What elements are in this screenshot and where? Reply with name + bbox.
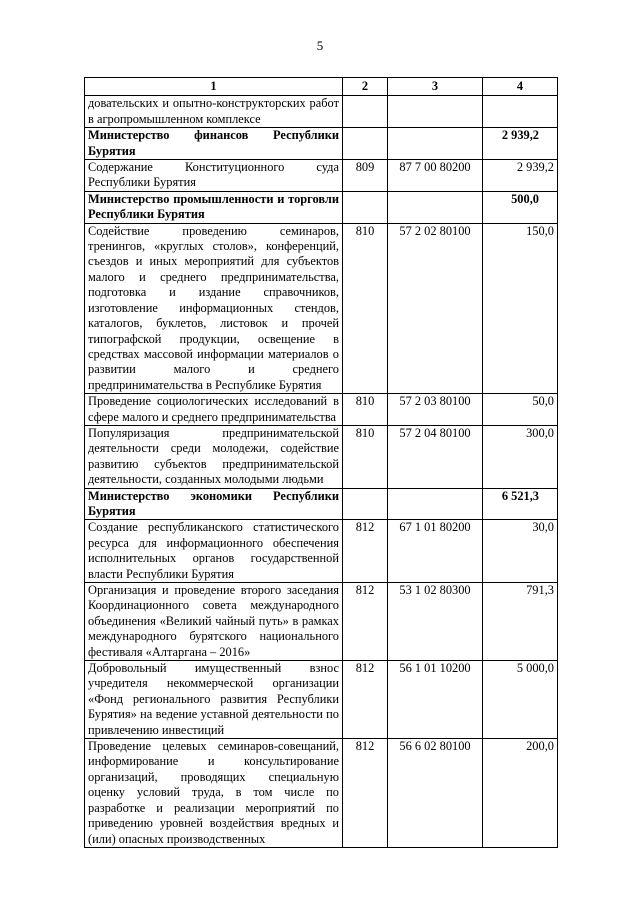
row-code-cell (343, 191, 388, 223)
table-row (85, 425, 558, 488)
row-amount-cell: 300,0 (483, 425, 558, 488)
row-code-cell (343, 488, 388, 520)
row-amount-cell: 2 939,2 (483, 128, 558, 160)
row-kcsr-cell (388, 128, 483, 160)
row-name-cell: Добровольный имущественный взнос учредителя некоммерческой организации «Фонд регионального развития Республики Бурятия» на ведение уставной деятельности по привлечению инвестиций (85, 661, 343, 739)
row-kcsr-cell: 57 2 02 80100 (388, 223, 483, 393)
row-kcsr-cell: 67 1 01 80200 (388, 520, 483, 583)
row-code-cell: 812 (343, 739, 388, 848)
row-amount-cell: 150,0 (483, 223, 558, 393)
budget-table (84, 77, 558, 848)
row-name-cell: Популяризация предпринимательской деятельности среди молодежи, содействие развитию субъектов предпринимательской деятельности, созданных молодыми людьми (85, 425, 343, 488)
table-row (85, 520, 558, 583)
row-name-cell: Организация и проведение второго заседания Координационного совета международного объединения «Великий чайный путь» в рамках международного бурятского национального фестиваля «Алтаргана – 2016» (85, 583, 343, 661)
row-name-cell: Министерство экономики Республики Бурятия (85, 488, 343, 520)
row-amount-cell: 30,0 (483, 520, 558, 583)
row-name-cell: Содействие проведению семинаров, тренингов, «круглых столов», конференций, съездов и иных мероприятий для субъектов малого и среднего предпринимательства, подготовка и издание справочников, изготовление информационных стендов, каталогов, буклетов, листовок и прочей типографской продукции, освещение в средствах массовой информации материалов о развитии малого и среднего предпринимательства в Республике Бурятия (85, 223, 343, 393)
row-name-cell: Создание республиканского статистического ресурса для информационного обеспечения исполнительных органов государственной власти Республики Бурятия (85, 520, 343, 583)
page-number: 5 (316, 38, 324, 53)
row-amount-cell: 2 939,2 (483, 160, 558, 192)
row-kcsr-cell: 87 7 00 80200 (388, 160, 483, 192)
row-kcsr-cell (388, 488, 483, 520)
row-code-cell: 810 (343, 425, 388, 488)
table-row (85, 739, 558, 848)
row-amount-cell: 791,3 (483, 583, 558, 661)
row-amount-cell: 500,0 (483, 191, 558, 223)
row-name-cell: Министерство промышленности и торговли Республики Бурятия (85, 191, 343, 223)
table-row (85, 583, 558, 661)
row-amount-cell: 50,0 (483, 394, 558, 426)
row-code-cell: 810 (343, 223, 388, 393)
row-amount-cell: 200,0 (483, 739, 558, 848)
row-kcsr-cell: 56 1 01 10200 (388, 661, 483, 739)
row-name-cell: Проведение целевых семинаров-совещаний, информирование и консультирование организаций, проводящих специальную оценку условий труда, в том числе по разработке и реализации мероприятий по приведению уровней воздействия вредных и (или) опасных производственных (85, 739, 343, 848)
table-row (85, 223, 558, 393)
row-code-cell: 812 (343, 583, 388, 661)
ministry-row (85, 488, 558, 520)
row-kcsr-cell: 57 2 04 80100 (388, 425, 483, 488)
column-header-name: 1 (85, 78, 343, 96)
column-header-amount: 4 (483, 78, 558, 96)
row-code-cell: 812 (343, 520, 388, 583)
row-name-cell: Министерство финансов Республики Бурятия (85, 128, 343, 160)
column-header-kcsr: 3 (388, 78, 483, 96)
row-name-cell: Проведение социологических исследований в сфере малого и среднего предпринимательства (85, 394, 343, 426)
row-name-cell: довательских и опытно-конструкторских работ в агропромышленном комплексе (85, 96, 343, 128)
row-name-cell: Содержание Конституционного суда Республики Бурятия (85, 160, 343, 192)
table-row (85, 160, 558, 192)
row-code-cell: 812 (343, 661, 388, 739)
row-kcsr-cell (388, 191, 483, 223)
column-header-code: 2 (343, 78, 388, 96)
row-kcsr-cell: 56 6 02 80100 (388, 739, 483, 848)
table-row (85, 661, 558, 739)
row-kcsr-cell: 57 2 03 80100 (388, 394, 483, 426)
row-code-cell (343, 96, 388, 128)
row-code-cell (343, 128, 388, 160)
table-row (85, 96, 558, 128)
row-code-cell: 809 (343, 160, 388, 192)
ministry-row (85, 128, 558, 160)
row-code-cell: 810 (343, 394, 388, 426)
header-row (85, 78, 558, 96)
table-body (85, 96, 558, 848)
table-row (85, 394, 558, 426)
row-kcsr-cell (388, 96, 483, 128)
row-kcsr-cell: 53 1 02 80300 (388, 583, 483, 661)
table-header (85, 78, 558, 96)
ministry-row (85, 191, 558, 223)
row-amount-cell: 5 000,0 (483, 661, 558, 739)
row-amount-cell: 6 521,3 (483, 488, 558, 520)
row-amount-cell (483, 96, 558, 128)
